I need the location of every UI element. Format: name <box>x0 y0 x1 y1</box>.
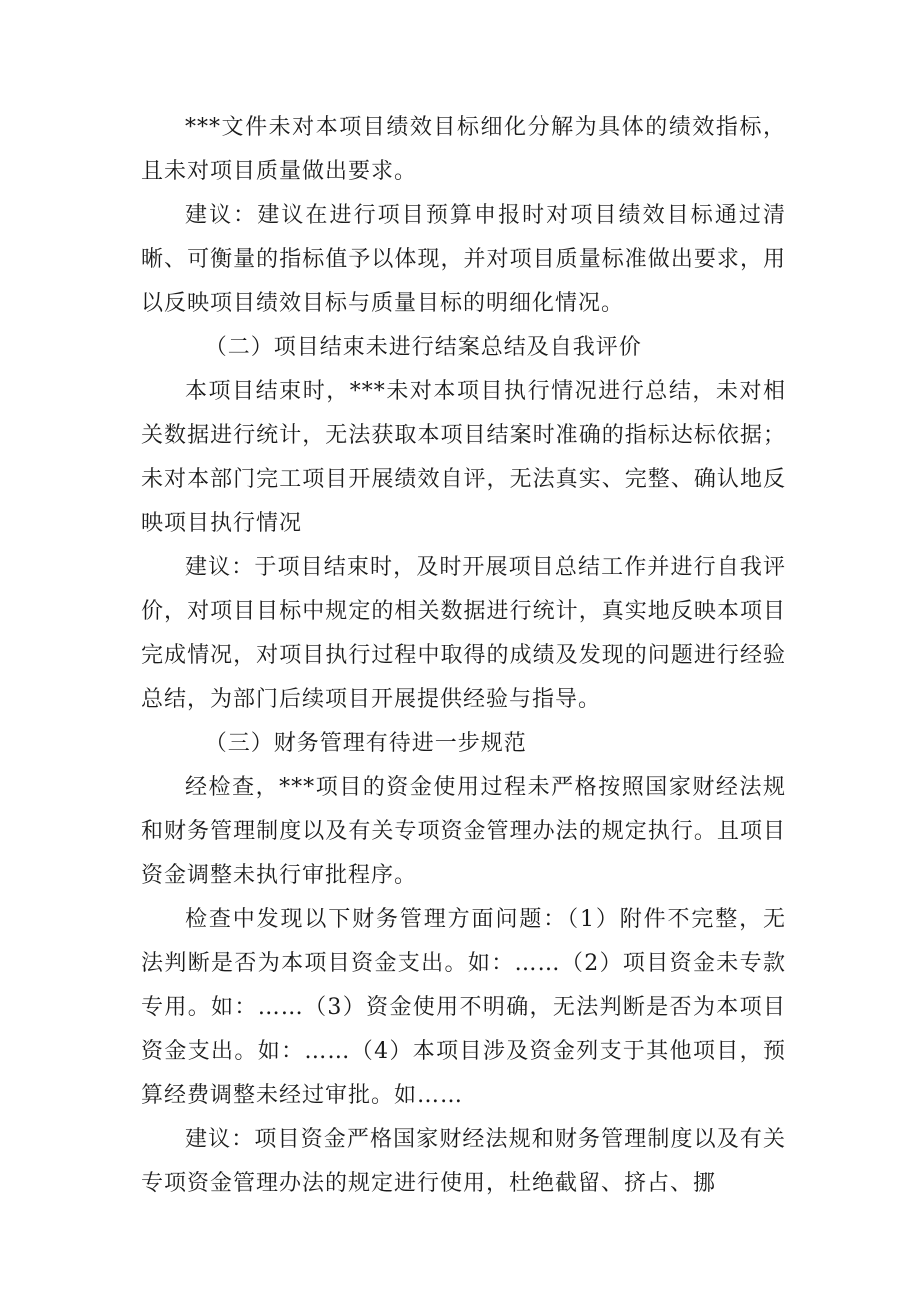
section-heading-3: （三）财务管理有待进一步规范 <box>204 731 527 756</box>
paragraph-suggestion-finance: 建议：项目资金严格国家财经法规和财务管理制度以及有关专项资金管理办法的规定进行使用，杜绝截留、挤占、挪 <box>141 1127 786 1196</box>
paragraph-suggestion-summary: 建议：于项目结束时，及时开展项目总结工作并进行自我评价，对项目目标中规定的相关数据进行统计，真实地反映本项目完成情况，对项目执行过程中取得的成绩及发现的问题进行经验总结，为部门后续项目开展提供经验与指导。 <box>141 555 786 712</box>
paragraph-issue-finance: 经检查，***项目的资金使用过程未严格按照国家财经法规和财务管理制度以及有关专项资金管理办法的规定执行。且项目资金调整未执行审批程序。 <box>141 775 786 888</box>
paragraph-finance-problems: 检查中发现以下财务管理方面问题：（1）附件不完整，无法判断是否为本项目资金支出。如：……（2）项目资金未专款专用。如：……（3）资金使用不明确，无法判断是否为本项目资金支出。如：……（4）本项目涉及资金列支于其他项目，预算经费调整未经过审批。如…… <box>141 907 786 1108</box>
section-heading-2: （二）项目结束未进行结案总结及自我评价 <box>204 335 642 360</box>
paragraph-issue-summary: 本项目结束时，***未对本项目执行情况进行总结，未对相关数据进行统计，无法获取本项目结案时准确的指标达标依据；未对本部门完工项目开展绩效自评，无法真实、完整、确认地反映项目执行情况 <box>141 379 786 536</box>
paragraph-suggestion-indicators: 建议：建议在进行项目预算申报时对项目绩效目标通过清晰、可衡量的指标值予以体现，并对项目质量标准做出要求，用以反映项目绩效目标与质量目标的明细化情况。 <box>141 203 786 316</box>
paragraph-issue-indicators: ***文件未对本项目绩效目标细化分解为具体的绩效指标，且未对项目质量做出要求。 <box>141 115 786 184</box>
document-body <box>141 106 786 1206</box>
